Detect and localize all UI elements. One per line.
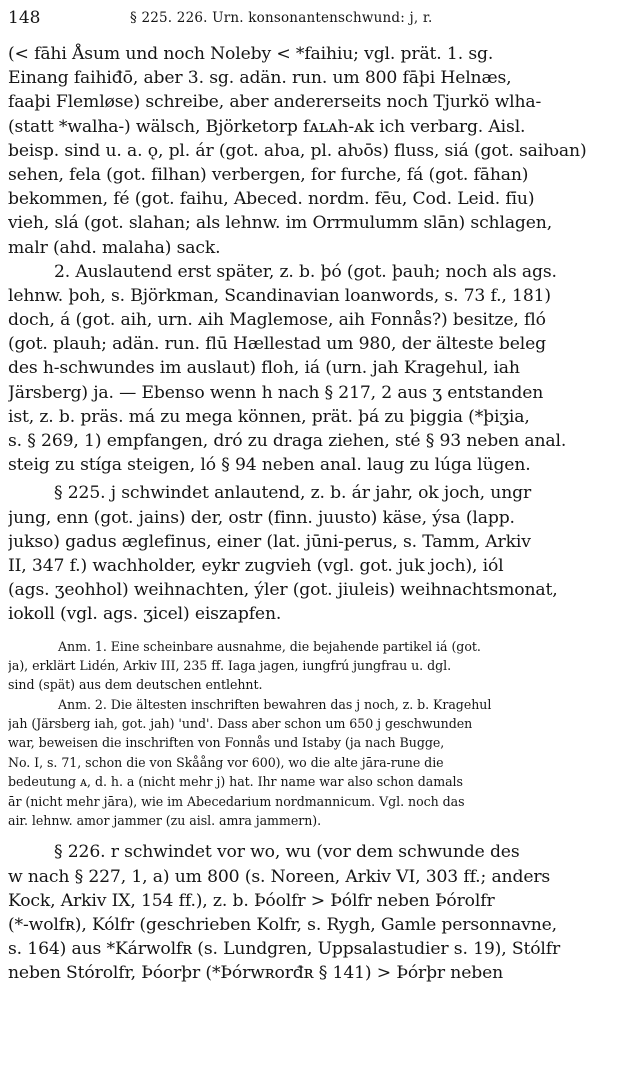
text-line: jukso) gadus æglefinus, einer (lat. jūni-perus, s. Tamm, Arkiv xyxy=(8,531,531,552)
text-line: II, 347 f.) wachholder, eykr zugvieh (vgl. got. juk joch), iól xyxy=(8,555,504,576)
note-line: sind (spät) aus dem deutschen entlehnt. xyxy=(8,677,263,693)
text-line: doch, á (got. aih, urn. ᴀih Maglemose, aih Fonnås?) besitze, fló xyxy=(8,310,546,331)
text-line: s. § 269, 1) empfangen, dró zu draga ziehen, sté § 93 neben anal. xyxy=(8,431,567,451)
note-line: ār (nicht mehr jāra), wie im Abecedarium nordmannicum. Vgl. noch das xyxy=(8,793,465,809)
note-line: Anm. 1. Eine scheinbare ausnahme, die bejahende partikel iá (got. xyxy=(58,638,481,654)
text-line: § 225. j schwindet anlautend, z. b. ár jahr, ok joch, ungr xyxy=(54,483,532,504)
text-line: faaþi Flemløse) schreibe, aber andererseits noch Tjurkö wlha- xyxy=(8,92,542,113)
section-226 xyxy=(8,840,608,985)
text-line: jung, enn (got. jains) der, ostr (finn. juusto) käse, ýsa (lapp. xyxy=(8,507,515,528)
note-line: air. lehnw. amor jammer (zu aisl. amra jammern). xyxy=(8,813,322,829)
note-line: Anm. 2. Die ältesten inschriften bewahren das j noch, z. b. Kragehul xyxy=(58,696,492,712)
text-line: (ags. ʒeohhol) weihnachten, ýler (got. jiuleis) weihnachtsmonat, xyxy=(8,580,558,601)
text-line: vieh, slá (got. slahan; als lehnw. im Orrmulumm slān) schlagen, xyxy=(8,213,553,234)
body-text xyxy=(8,42,608,986)
text-line: lehnw. þoh, s. Björkman, Scandinavian loanwords, s. 73 f., 181) xyxy=(8,285,551,306)
text-line: 2. Auslautend erst später, z. b. þó (got. þauh; noch als ags. xyxy=(54,261,557,282)
text-line: Kock, Arkiv IX, 154 ff.), z. b. Þóolfr > Þólfr neben Þórolfr xyxy=(8,890,495,911)
text-line: (statt *walha-) wälsch, Björketorp fᴀʟᴀh-ᴀk ich verbarg. Aisl. xyxy=(8,116,526,137)
annotations xyxy=(8,637,608,831)
text-line: w nach § 227, 1, a) um 800 (s. Noreen, Arkiv VI, 303 ff.; anders xyxy=(8,866,551,887)
text-line: Järsberg) ja. — Ebenso wenn h nach § 217, 2 aus ʒ entstanden xyxy=(8,382,544,403)
text-line: sehen, fela (got. filhan) verbergen, for furche, fá (got. fāhan) xyxy=(8,164,529,185)
text-line: des h-schwundes im auslaut) floh, iá (urn. jah Kragehul, iah xyxy=(8,358,520,379)
note-line: ja), erklärt Lidén, Arkiv III, 235 ff. Iaga jagen, iungfrú jungfrau u. dgl. xyxy=(8,657,452,673)
text-line: beisp. sind u. a. ǫ, pl. ár (got. aƕa, pl. aƕōs) fluss, siá (got. saiƕan) xyxy=(8,140,587,161)
text-line: neben Stórolfr, Þóorþr (*Þórwʀorđʀ § 141) > Þórþr neben xyxy=(8,963,504,984)
note-line: bedeutung ᴀ, d. h. a (nicht mehr j) hat. Ihr name war also schon damals xyxy=(8,774,463,790)
text-line: malr (ahd. malaha) sack. xyxy=(8,237,221,258)
paragraph-continuation xyxy=(8,42,608,260)
text-line: (< fāhi Åsum und noch Noleby < *faihiu; vgl. prät. 1. sg. xyxy=(8,44,494,64)
text-line: Einang faihiđō, aber 3. sg. adän. run. um 800 fāþi Helnæs, xyxy=(8,68,512,89)
text-line: steig zu stíga steigen, ló § 94 neben anal. laug zu lúga lügen. xyxy=(8,455,531,476)
text-line: bekommen, fé (got. faihu, Abeced. nordm. fēu, Cod. Leid. fīu) xyxy=(8,189,535,210)
section-225 xyxy=(8,481,608,626)
paragraph-auslautend xyxy=(8,260,608,478)
page-number: 148 xyxy=(8,8,41,28)
text-line: (got. plauh; adän. run. flū Hællestad um 980, der älteste beleg xyxy=(8,334,546,355)
running-head: § 225. 226. Urn. konsonantenschwund: j, r. xyxy=(130,10,433,26)
page-header xyxy=(8,6,608,34)
text-line: § 226. r schwindet vor wo, wu (vor dem schwunde des xyxy=(54,842,520,863)
text-line: s. 164) aus *Kárwolfʀ (s. Lundgren, Uppsalastudier s. 19), Stólfr xyxy=(8,939,561,960)
note-line: jah (Järsberg iah, got. jah) 'und'. Dass aber schon um 650 j geschwunden xyxy=(8,716,473,732)
note-line: No. I, s. 71, schon die von Skåång vor 600), wo die alte jāra-rune die xyxy=(8,754,444,770)
note-line: war, beweisen die inschriften von Fonnås und Istaby (ja nach Bugge, xyxy=(8,735,445,751)
text-line: iokoll (vgl. ags. ʒicel) eiszapfen. xyxy=(8,604,282,625)
text-line: ist, z. b. präs. má zu mega können, prät. þá zu þiggia (*þiʒia, xyxy=(8,406,530,427)
text-line: (*-wolfʀ), Kólfr (geschrieben Kolfr, s. Rygh, Gamle personnavne, xyxy=(8,914,557,935)
